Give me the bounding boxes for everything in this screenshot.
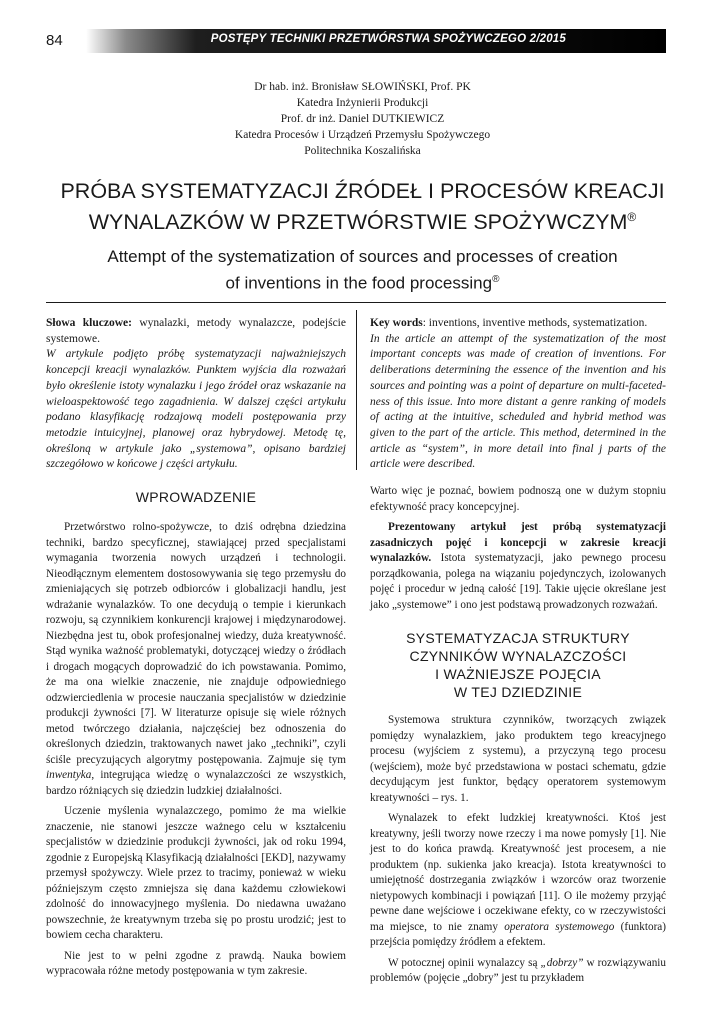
paragraph: W potocznej opinii wynalazcy są „dobrzy” w rozwiązywaniu problemów (pojęcie „dobry” jest tu przykładem [370, 956, 666, 984]
emphasis: inwentyka [46, 769, 92, 781]
abstract-column-divider [356, 310, 357, 470]
title-english [40, 245, 685, 295]
journal-header-bar [86, 29, 666, 53]
keywords-text-en: : inventions, inventive methods, systematization. [422, 317, 648, 329]
affiliation-2: Katedra Procesów i Urządzeń Przemysłu Spożywczego [234, 129, 491, 141]
author-1: Dr hab. inż. Bronisław SŁOWIŃSKI, Prof. PK [254, 81, 471, 93]
page-number: 84 [46, 32, 63, 49]
emphasis: operatora systemowego [504, 920, 615, 933]
title-english-line-1: Attempt of the systematization of sources and processes of creation [107, 247, 618, 266]
paragraph: Nie jest to w pełni zgodne z prawdą. Nauka bowiem wypracowała różne metody postępowania w tym zakresie. [46, 949, 346, 977]
body-column-left [46, 484, 346, 985]
keywords-polish [46, 316, 346, 347]
paragraph: Uczenie myślenia wynalazczego, pomimo że ma wielkie znaczenie, nie stanowi jeszcze ważnego celu w kształceniu specjalistów w dziedzinie produkcji żywności, jak od roku 1994, zgodnie z Europejską Klasyfikacją działalności [EKD], nazywamy przemysł spożywczy. Wiele przez to tracimy, ponieważ w wieku późniejszym często zmniejsza się dana każdemu człowiekowi zdolność do innowacyjnego myślenia. Do niedawna uważano powszechnie, że kreatywnym trzeba się po prostu urodzić; jest to bowiem cecha charakteru. [46, 805, 346, 941]
affiliation-1: Katedra Inżynierii Produkcji [296, 97, 429, 109]
abstract-polish-text: W artykule podjęto próbę systematyzacji najważniejszych koncepcji kreacji wynalazków. Punktem wyjścia dla rozważań było określenie istoty wynalazku i jego źródeł oraz wskazanie na wieloaspektowość tego zagadnienia. W dalszej części artykułu podano klasyfikację rodzajową modeli postępowania przy metodzie intuicyjnej, planowej oraz hybrydowej. Metodę tę, określoną w artykule jako „systemowa”, opisano bardziej szczegółowo w końcowe j części artykułu. [46, 348, 346, 471]
paragraph: Przetwórstwo rolno-spożywcze, to dziś odrębna dziedzina techniki, bardzo specyficznej, stawiającej przed specjalistami wymagania tworzenia nowych urządzeń i technologii. Nieodłącznym elementem dostosowywania się tego przemysłu do zmieniających się potrzeb odbiorców i globalizacji handlu, jest wdrażanie wynalazków. To one decydują o tempie i kierunkach rozwoju, są czynnikiem konkurencji krajowej i międzynarodowej. Niezbędna jest tu, obok profesjonalnej wiedzy, duża kreatywność. Stąd wynika ważność problematyki, dotyczącej wiedzy o źródłach i drogach mogących doprowadzić do ich powstawania. Pomimo, że ma ona wielkie znaczenie, nie znajduje odpowiedniego odzwierciedlenia w procesie nauczania specjalistów w dziedzinie produkcji żywności [7]. W literaturze opisuje się wiele różnych metod twórczego działania, najczęściej bez odnoszenia do określonych dziedzin, traktowanych nawet jako „techniki”, czyli ściśle precyzujących algorytmy postępowania. Zajmuje się tym inwentyka, integrująca wiedzę o wynalazczości ze wszystkich, bardzo różniących się dziedzin ludzkiej działalności. [46, 521, 346, 797]
registered-mark: ® [627, 210, 637, 224]
section-heading-systematization [370, 629, 666, 701]
keywords-text: wynalazki, metody wynalazcze, podejście systemowe. [46, 317, 346, 345]
keywords-english [370, 316, 666, 332]
keywords-label-en: Key words [370, 317, 423, 329]
abstract-polish [46, 316, 346, 473]
title-english-line-2: of inventions in the food processing® [225, 273, 500, 293]
bold-statement: Prezentowany artykuł jest próbą systematyzacji zasadniczych pojęć i koncepcji w zakresie kreacji wynalazków. [370, 521, 666, 564]
author-block [0, 79, 725, 159]
journal-title: POSTĘPY TECHNIKI PRZETWÓRSTWA SPOŻYWCZEGO 2/2015 [210, 33, 566, 45]
paragraph: Prezentowany artykuł jest próbą systematyzacji zasadniczych pojęć i koncepcji w zakresie kreacji wynalazków. Istota systematyzacji, jako pewnego procesu porządkowania, polega na wiązaniu pojedynczych, izolowanych pojęć i procedur w jedną całość [19]. Takie ujęcie określane jest jako „systemowe” i ono jest podstawą prowadzonych rozważań. [370, 521, 666, 611]
abstract-english [370, 316, 666, 473]
title-divider [46, 302, 666, 303]
registered-mark-en: ® [492, 274, 500, 285]
institution: Politechnika Koszalińska [304, 145, 421, 157]
keywords-label: Słowa kluczowe: [46, 317, 132, 329]
emphasis: „dobrzy” [540, 956, 584, 969]
paragraph: Wynalazek to efekt ludzkiej kreatywności. Ktoś jest kreatywny, jeśli tworzy nowe rzeczy i ma nowe pomysły [1]. Nie jest to do końca prawdą. Kreatywność jest procesem, a nie produktem (np. sukienka jako kreacja). Istota kreatywności to umiejętność dostrzegania związków i wzorców oraz tworzenie nietypowych kombinacji i powiązań [11]. O ile możemy przyjąć pewne dane wejściowe i oczekiwane efekty, co w rzeczywistości ma miejsce, to nie znamy operatora systemowego (funktora) przejścia pomiędzy źródłem a efektem. [370, 812, 666, 948]
heading-line-2: CZYNNIKÓW WYNALAZCZOŚCI [409, 648, 627, 664]
title-polish [40, 178, 685, 235]
author-2: Prof. dr inż. Daniel DUTKIEWICZ [280, 113, 445, 125]
section-heading-introduction: WPROWADZENIE [135, 489, 257, 505]
heading-line-3: I WAŻNIEJSZE POJĘCIA [435, 666, 601, 682]
title-polish-line-2: WYNALAZKÓW W PRZETWÓRSTWIE SPOŻYWCZYM® [88, 210, 637, 235]
paragraph: Systemowa struktura czynników, tworzących związek pomiędzy wynalazkiem, jako produktem tego kreacyjnego procesu (wyjściem z systemu), a przyczyną tego procesu (wejściem), może być przedstawiona w postaci schematu, gdzie decydującym jest funktor, będący operatorem systemowym kreatywności – rys. 1. [370, 714, 666, 804]
heading-line-4: W TEJ DZIEDZINIE [453, 684, 583, 700]
paragraph: Warto więc je poznać, bowiem podnoszą one w dużym stopniu efektywność pracy koncepcyjnej. [370, 485, 666, 513]
title-polish-line-1: PRÓBA SYSTEMATYZACJI ŹRÓDEŁ I PROCESÓW KREACJI [60, 179, 665, 203]
body-column-right [370, 484, 666, 992]
heading-line-1: SYSTEMATYZACJA STRUKTURY [406, 630, 630, 646]
abstract-english-text: In the article an attempt of the systematization of the most important concepts was made of creation of inventions. For deliberations determining the essence of the invention and his sources and pointing was a point of departure on multi-faceted-ness of this issue. Into more distant a genre ranking of models of acting at the intuitive, scheduled and hybrid method was given to the part of the article. This method, determined in the article as “system”, in more detail into final j parts of the article were described. [370, 332, 666, 471]
